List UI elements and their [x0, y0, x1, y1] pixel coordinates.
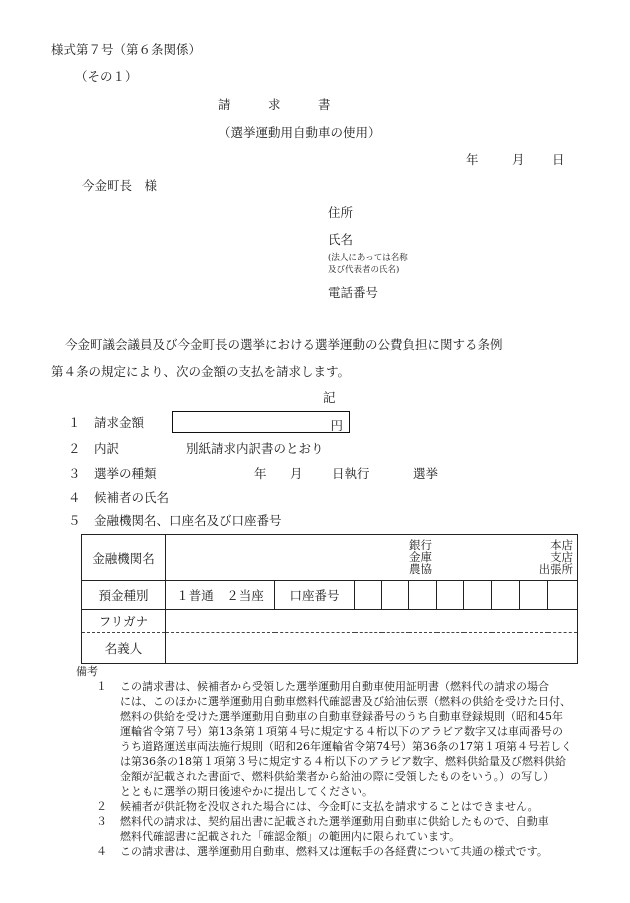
item-1-label: 請求金額: [94, 415, 145, 430]
item-4-label: 候補者の氏名: [94, 490, 170, 505]
account-digit-cell[interactable]: [409, 581, 437, 610]
remark-1-line: うち道路運送車両法施行規則（昭和26年運輸省令第74号）第36条の17第１項第４号若しく: [120, 740, 572, 753]
institution-type-stack: [409, 539, 432, 575]
item-3-number: ３: [68, 466, 81, 481]
remark-1-line: には、このほかに選挙運動用自動車燃料代確認書及び給油伝票（燃料の供給を受けた日付、: [120, 695, 571, 708]
institution-cell[interactable]: [166, 535, 578, 581]
date-year: 年: [466, 152, 479, 167]
branch-label: 支店: [550, 550, 574, 565]
bank-account-table: [81, 534, 578, 664]
remark-3-line: 燃料代の請求は、契約届出書に記載された選挙運動用自動車に供給したもので、自動車: [120, 815, 549, 828]
account-digit-cell[interactable]: [520, 581, 548, 610]
form-number: 様式第７号（第６条関係）: [51, 42, 202, 57]
sub-number: （その１）: [75, 69, 138, 84]
deposit-options-cell[interactable]: １普通 ２当座: [166, 581, 275, 610]
remark-1-line: とともに選挙の期日後速やかに提出してください。: [120, 785, 373, 798]
remark-1-number: １: [96, 680, 107, 693]
nokyo-label: 農協: [409, 562, 432, 577]
institution-label-cell: 金融機関名: [82, 535, 166, 581]
remark-2-line: 候補者が供託物を没収された場合には、今金町に支払を請求することはできません。: [120, 800, 539, 813]
item-3-label: 選挙の種類: [94, 466, 157, 481]
remark-3-line: 燃料代確認書に記載された「確認金額」の範囲内に限られています。: [120, 830, 461, 843]
date-day: 日: [552, 152, 565, 167]
remark-3-number: ３: [96, 815, 107, 828]
item-2-label: 内訳: [94, 441, 120, 456]
addressee: 今金町長 様: [82, 178, 158, 193]
account-digit-cell[interactable]: [355, 581, 382, 610]
remark-3: [76, 814, 586, 844]
account-digit-cell[interactable]: [437, 581, 464, 610]
name-label: 氏名: [328, 232, 354, 247]
kinko-label: 金庫: [409, 550, 432, 565]
remark-4-line: この請求書は、選挙運動用自動車、燃料又は運転手の各経費について共通の様式です。: [120, 845, 548, 858]
account-digit-cell[interactable]: [492, 581, 520, 610]
account-digit-cell[interactable]: [382, 581, 409, 610]
remark-1-line: 燃料の供給を受けた選挙運動用自動車の自動車登録番号のうち自動車登録規則（昭和45年: [120, 710, 563, 723]
remark-1-line: は第36条の18第１項第３号に規定する４桁以下のアラビア数字、燃料供給量及び燃料供給: [120, 755, 566, 768]
remark-2-number: ２: [96, 800, 107, 813]
election-month: 月: [290, 466, 303, 481]
deposit-type-label-cell: 預金種別: [82, 581, 166, 610]
branch-type-stack: [539, 539, 574, 575]
remark-1-line: この請求書は、候補者から受領した選挙運動用自動車使用証明書（燃料代の請求の場合: [120, 680, 549, 693]
remark-1: [76, 679, 586, 799]
remark-2: [76, 799, 586, 814]
account-holder-label-cell: 名義人: [82, 633, 166, 664]
bank-label: 銀行: [409, 538, 432, 552]
election-day: 日執行: [332, 466, 370, 481]
body-line-1: 今金町議会議員及び今金町長の選挙における選挙運動の公費負担に関する条例: [65, 337, 503, 352]
account-digit-cell[interactable]: [548, 581, 578, 610]
phone-label: 電話番号: [328, 285, 379, 300]
ki-label: 記: [323, 390, 336, 405]
corporation-note-1: (法人にあっては名称: [328, 253, 408, 263]
amount-unit: 円: [330, 418, 343, 433]
remark-1-line: 運輸省令第７号）第13条第１項第４号に規定する４桁以下のアラビア数字又は車両番号の: [120, 725, 563, 738]
furigana-cell[interactable]: [166, 610, 578, 633]
account-number-label-cell: 口座番号: [275, 581, 355, 610]
remarks-heading: 備考: [76, 665, 98, 678]
amount-box[interactable]: [172, 411, 350, 433]
item-4-number: ４: [68, 490, 81, 505]
account-holder-cell[interactable]: [166, 633, 578, 664]
sub-branch-label: 出張所: [538, 562, 574, 577]
item-1-number: １: [68, 415, 81, 430]
body-line-2: 第４条の規定により、次の金額の支払を請求します。: [51, 364, 351, 379]
remark-4-number: ４: [96, 845, 107, 858]
breakdown-value: 別紙請求内訳書のとおり: [186, 441, 324, 456]
corporation-note-2: 及び代表者の氏名): [328, 265, 400, 275]
head-office-label: 本店: [550, 538, 574, 552]
date-month: 月: [512, 152, 525, 167]
item-2-number: ２: [68, 441, 81, 456]
document-subtitle: （選挙運動用自動車の使用）: [218, 125, 381, 140]
item-5-number: ５: [68, 513, 81, 528]
remarks-section: [76, 664, 586, 859]
furigana-label-cell: フリガナ: [82, 610, 166, 633]
address-label: 住所: [328, 205, 354, 220]
remark-4: [76, 844, 586, 859]
item-5-label: 金融機関名、口座名及び口座番号: [94, 513, 282, 528]
election-year: 年: [254, 466, 267, 481]
election-type: 選挙: [413, 466, 439, 481]
remark-1-line: 金額が記載された書面で、燃料供給業者から給油の際に受領したものをいう。）の写し）: [120, 770, 555, 783]
account-digit-cell[interactable]: [464, 581, 492, 610]
document-title: 請 求 書: [218, 97, 331, 112]
